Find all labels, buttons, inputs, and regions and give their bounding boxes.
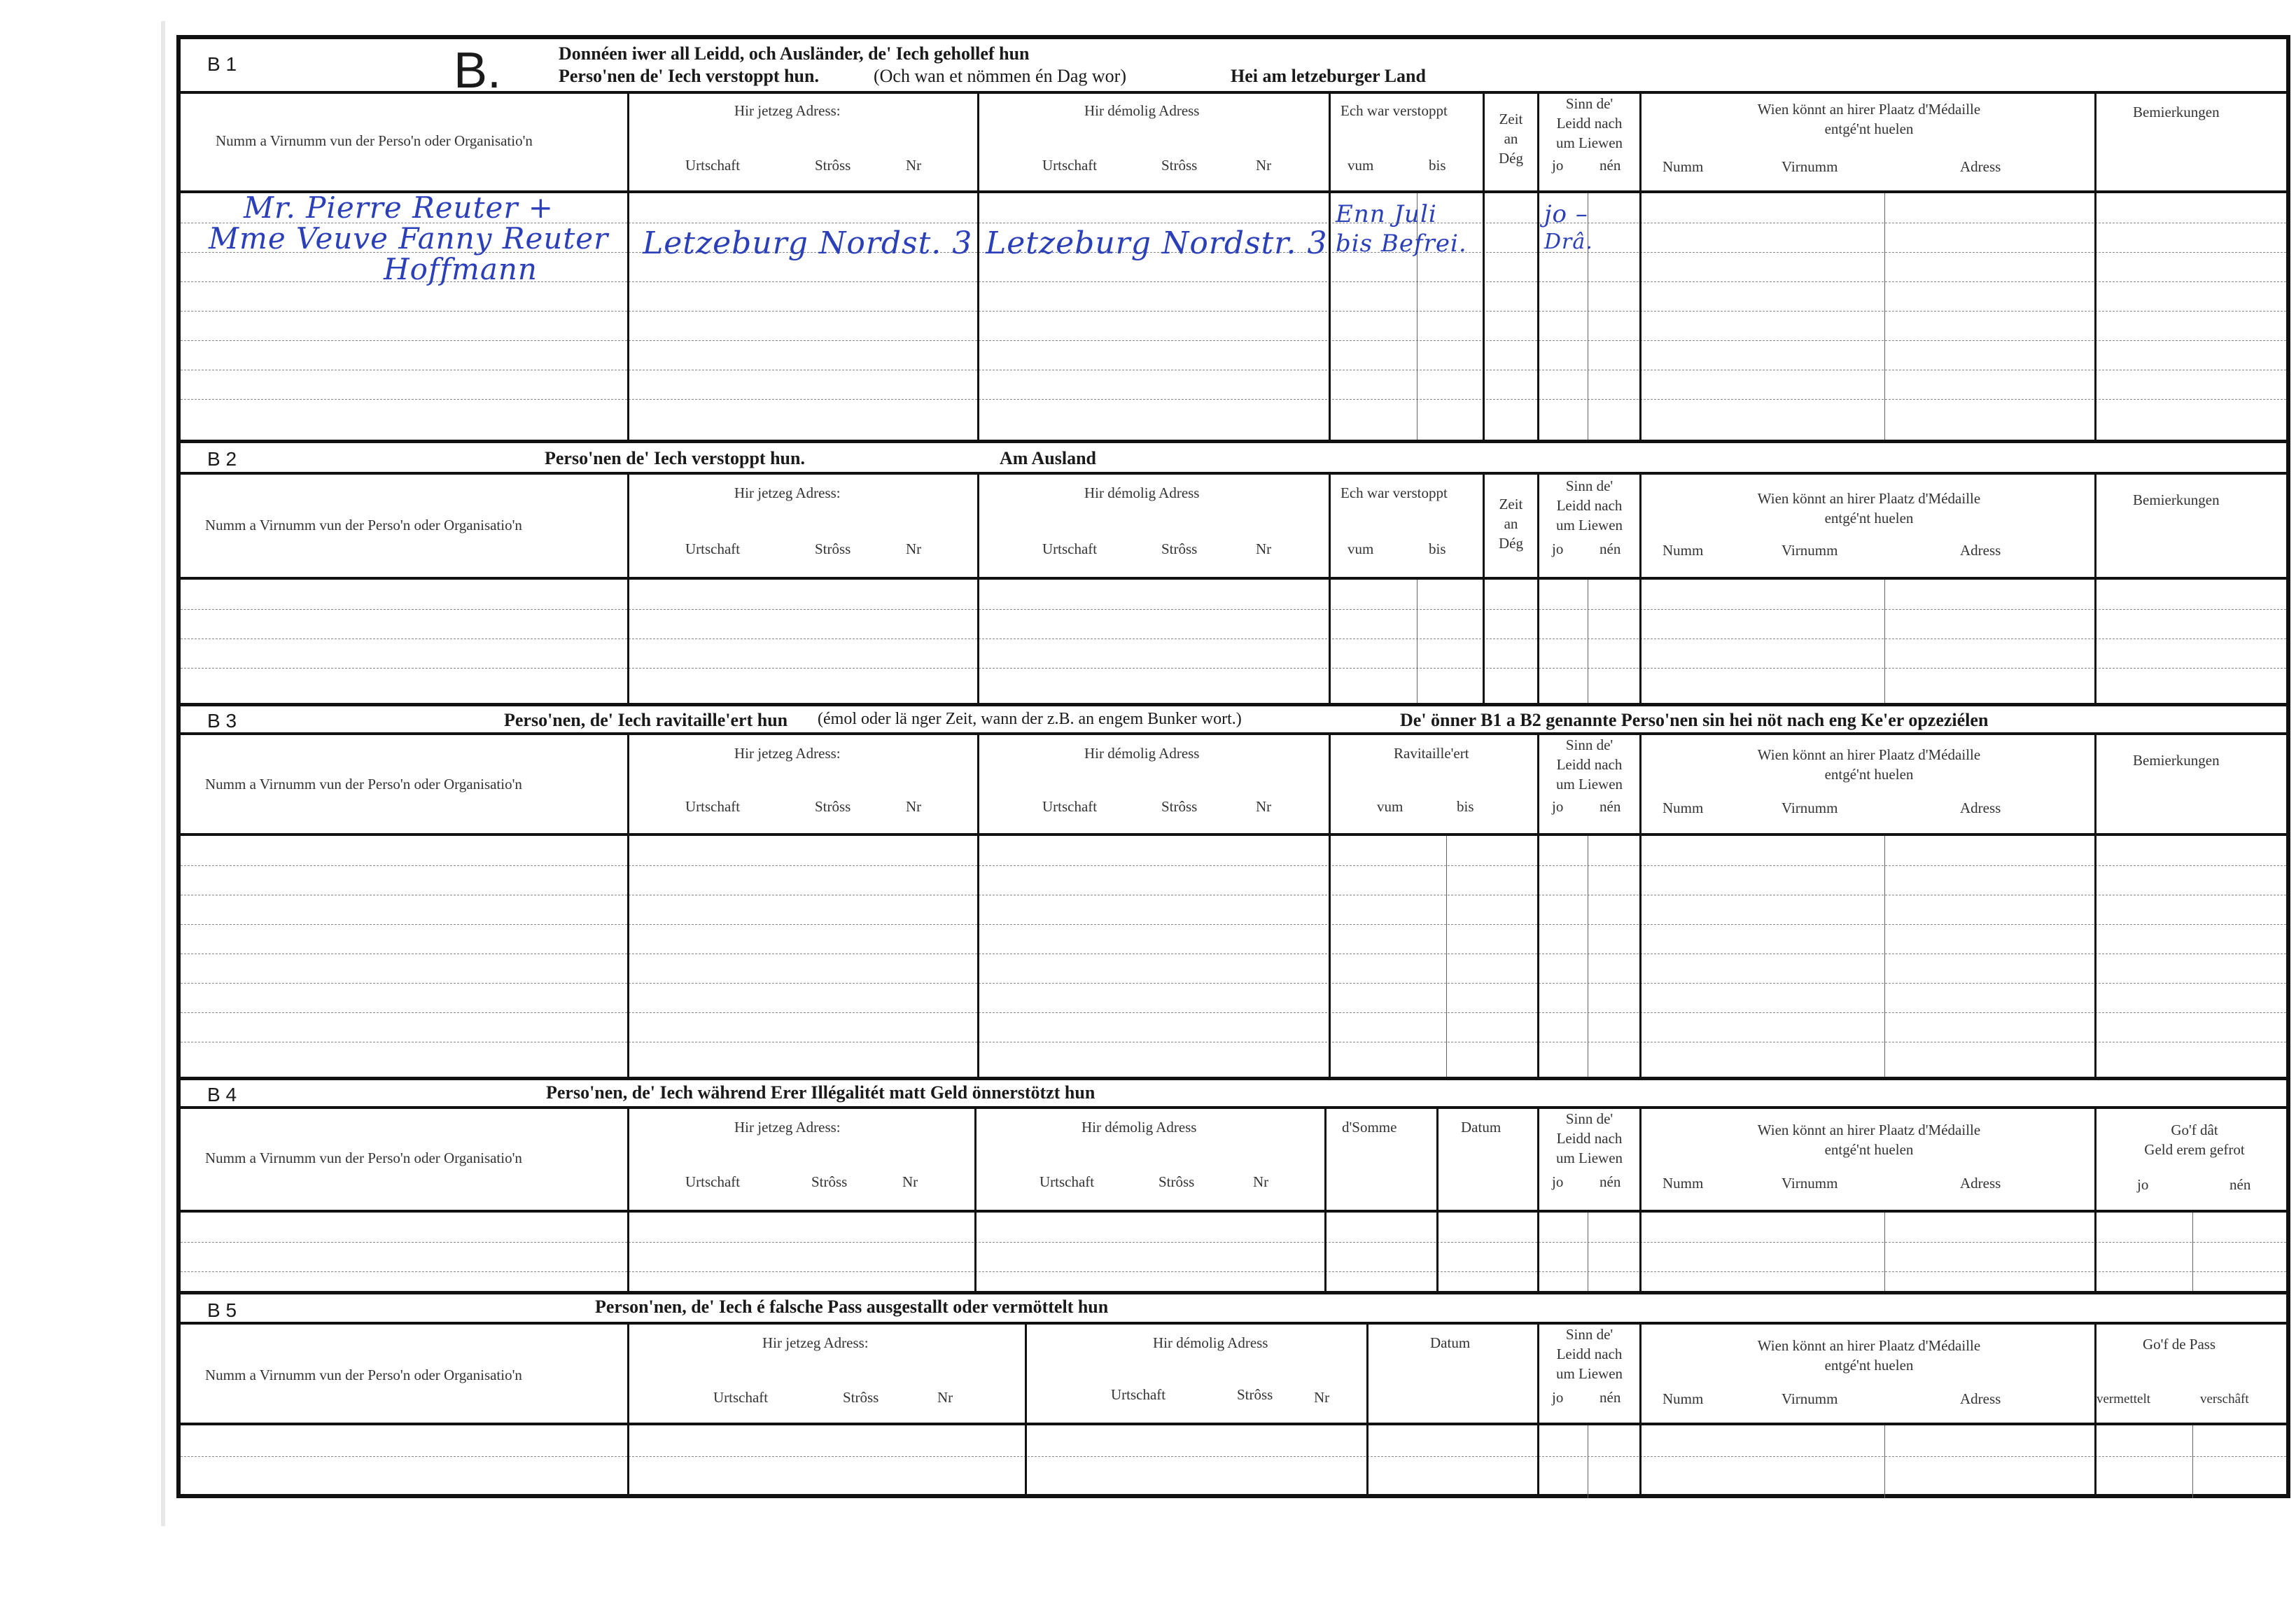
b3-entry-rows [181,836,2286,1077]
section-title: Perso'nen, de' Iech ravitaille'ert hun [504,710,788,730]
days-header: Zeit an Dég [1483,94,1537,190]
medal-header: Wien könnt an hirer Plaatz d'Médaille entgé'nt huelen Numm Virnumm Adress [1639,94,2094,190]
current-address-header: Hir jetzeg Adress: Urtschaft Strôss Nr [627,94,977,190]
section-b4-header [181,1077,2286,1109]
section-title: Perso'nen, de' Iech während Erer Illégalitét matt Geld önnerstötzt hun [546,1082,1096,1103]
handwritten-alive-yes: jo – [1544,200,1588,228]
section-b5-header [181,1291,2286,1325]
section-id: B 2 [207,448,237,470]
remarks-header: Bemierkungen [2094,94,2290,190]
section-id: B 5 [207,1299,237,1321]
section-title: Person'nen, de' Iech é falsche Pass ausgestallt oder vermöttelt hun [595,1297,1109,1317]
b2-column-headers: Numm a Virnumm vun der Perso'n oder Organisatio'n Hir jetzeg Adress: Urtschaft Strôss Nr Hir démolig Adress Urtschaft Strôss Nr Ech war verstoppt vum bis Zeit an Dég Sinn de' Leidd nach um Liewen jo nén Wien könnt an hirer Plaatz d'Médaille entgé'nt huelen Numm Virnumm Adress Bemierkungen [181,475,2286,580]
handwritten-current-address: Letzeburg Nordst. 3 [643,225,973,261]
alive-header: Sinn de' Leidd nach um Liewen jo nén [1537,94,1639,190]
section-id: B 4 [207,1084,237,1105]
handwritten-name-3: Hoffmann [384,252,538,286]
section-b2 [181,440,2286,703]
page-edge [161,21,165,1526]
b2-entry-rows [181,580,2286,703]
b4-entry-rows [181,1213,2286,1291]
hidden-period-header: Ech war verstoppt vum bis [1329,94,1483,190]
section-b1-header [181,39,2286,99]
form-letter: B. [454,43,502,99]
b5-entry-rows [181,1425,2286,1498]
b4-column-headers: Numm a Virnumm vun der Perso'n oder Organisatio'n Hir jetzeg Adress: Urtschaft Strôss Nr Hir démolig Adress Urtschaft Strôss Nr d'Somme Datum Sinn de' Leidd nach um Liewen jo nén Wien könnt an hirer Plaatz d'Médaille entgé'nt huelen Numm Virnumm Adress Go'f dât Geld erem gefrot jo nén [181,1109,2286,1213]
section-title-right: Am Ausland [1000,448,1096,468]
b1-entry-rows [181,190,2286,440]
handwritten-alive-note: Drâ. [1544,230,1593,254]
section-title-right: Hei am letzeburger Land [1231,66,1426,86]
handwritten-name-2: Mme Veuve Fanny Reuter [209,221,609,256]
section-title-line2: Perso'nen de' Iech verstoppt hun. [559,66,819,86]
section-title-note: (émol oder lä nger Zeit, wann der z.B. an engem Bunker wort.) [818,710,1242,728]
section-title-right: De' önner B1 a B2 genannte Perso'nen sin hei nöt nach eng Ke'er opzeziélen [1400,710,1989,730]
section-b4 [181,1077,2286,1291]
form-sheet [176,35,2290,1498]
section-id: B 3 [207,710,237,732]
section-id: B 1 [207,53,237,75]
name-column-header: Numm a Virnumm vun der Perso'n oder Organisatio'n [216,132,533,149]
handwritten-from: Enn Juli [1336,200,1437,228]
handwritten-former-address: Letzeburg Nordstr. 3 [986,225,1328,261]
section-title-note: (Och wan et nömmen én Dag wor) [874,66,1126,86]
b3-column-headers: Numm a Virnumm vun der Perso'n oder Organisatio'n Hir jetzeg Adress: Urtschaft Strôss Nr Hir démolig Adress Urtschaft Strôss Nr Ravitaille'ert vum bis Sinn de' Leidd nach um Liewen jo nén Wien könnt an hirer Plaatz d'Médaille entgé'nt huelen Numm Virnumm Adress Bemierkungen [181,735,2286,836]
section-b2-header [181,440,2286,475]
section-b1 [181,39,2286,440]
section-title: Perso'nen de' Iech verstoppt hun. [545,448,805,468]
section-b3 [181,703,2286,1077]
b5-column-headers: Numm a Virnumm vun der Perso'n oder Organisatio'n Hir jetzeg Adress: Urtschaft Strôss Nr Hir démolig Adress Urtschaft Strôss Nr Datum Sinn de' Leidd nach um Liewen jo nén Wien könnt an hirer Plaatz d'Médaille entgé'nt huelen Numm Virnumm Adress Go'f de Pass vermettelt verschâft [181,1325,2286,1425]
handwritten-to: bis Befrei. [1336,230,1467,258]
handwritten-name-1: Mr. Pierre Reuter + [244,190,554,225]
former-address-header: Hir démolig Adress Urtschaft Strôss Nr [977,94,1329,190]
section-b3-header [181,703,2286,735]
section-b5 [181,1291,2286,1498]
b1-column-headers [181,94,2286,193]
section-title: Donnéen iwer all Leidd, och Ausländer, de' Iech gehollef hun [559,43,1030,64]
